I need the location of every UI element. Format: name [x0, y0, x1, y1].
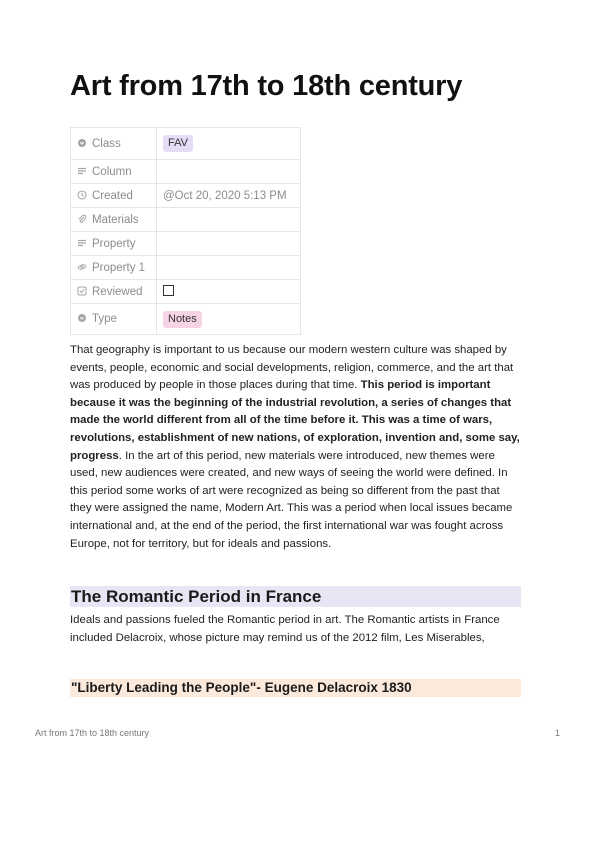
select-icon — [77, 138, 87, 148]
text-lines-icon — [77, 166, 87, 176]
property-row-materials[interactable] — [71, 208, 301, 232]
class-tag[interactable]: FAV — [163, 135, 193, 152]
paperclip-icon — [77, 214, 87, 224]
intro-text: That geography is important to us because our modern western culture was shaped by events, people, economic and social developments, religion, commerce, and the art that was produced by people in those places during that time. — [70, 344, 514, 392]
property-row-reviewed[interactable] — [71, 280, 301, 304]
column-value[interactable] — [157, 160, 301, 184]
reviewed-checkbox[interactable] — [163, 285, 174, 296]
clock-icon — [77, 190, 87, 200]
property-row-property[interactable] — [71, 232, 301, 256]
property-key: Materials — [92, 213, 139, 226]
intro-bold-text: This period is important because it was the beginning of the industrial revolution, a series of changes that made the world different from all of the time before it. This was a time of wars, revolutions, establishment of new nations, of exploration, invention and, some say, progress — [70, 379, 520, 462]
section-paragraph: Ideals and passions fueled the Romantic period in art. The Romantic artists in France included Delacroix, whose picture may remind us of the 2012 film, Les Miserables, — [70, 614, 500, 644]
materials-value[interactable] — [157, 208, 301, 232]
property-row-property-1[interactable] — [71, 256, 301, 280]
property-row-class[interactable] — [71, 128, 301, 160]
type-tag[interactable]: Notes — [163, 311, 202, 328]
property-key: Column — [92, 165, 132, 178]
property-row-column[interactable] — [71, 160, 301, 184]
property-key: Created — [92, 189, 133, 202]
section-subheading: "Liberty Leading the People"- Eugene Delacroix 1830 — [70, 679, 521, 697]
property-row-type[interactable] — [71, 304, 301, 335]
properties-table — [70, 127, 301, 335]
page-title: Art from 17th to 18th century — [70, 70, 463, 102]
property-1-value[interactable] — [157, 256, 301, 280]
section-heading: The Romantic Period in France — [70, 586, 521, 607]
text-lines-icon — [77, 238, 87, 248]
checkbox-icon — [77, 286, 87, 296]
page-number: 1 — [554, 728, 560, 738]
intro-paragraph — [70, 342, 520, 553]
property-value[interactable] — [157, 232, 301, 256]
property-key: Property — [92, 237, 136, 250]
property-key: Type — [92, 313, 117, 325]
intro-rest-text: . In the art of this period, new materials were introduced, new themes were used, new audiences were created, and new ways of seeing the world were defined. In this period some works of art were recognized as being so different from the past that they were assigned the name, Modern Art. This was a period when local issues became international and, at the end of the period, the first international war was fought across Europe, not for territory, but for ideals and passions. — [70, 449, 513, 550]
property-key: Class — [92, 137, 121, 150]
property-row-created[interactable] — [71, 184, 301, 208]
property-key: Property 1 — [92, 261, 146, 274]
select-icon — [77, 313, 87, 323]
created-value: @Oct 20, 2020 5:13 PM — [157, 184, 301, 208]
property-key: Reviewed — [92, 285, 143, 298]
link-icon — [77, 262, 87, 272]
footer-title: Art from 17th to 18th century — [35, 728, 150, 738]
